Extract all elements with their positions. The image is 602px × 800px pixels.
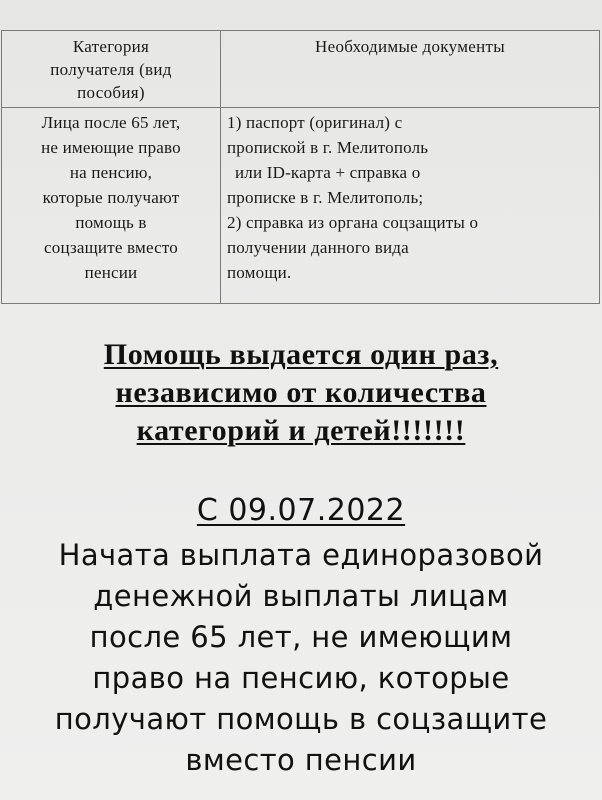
announcement-line: вместо пенсии: [185, 743, 417, 777]
category-line: которые получают: [42, 188, 180, 207]
notice-line: категорий и детей!!!!!!!: [136, 414, 466, 447]
announcement-line: право на пенсию, которые: [92, 661, 510, 695]
announcement-line: после 65 лет, не имеющим: [89, 620, 513, 654]
category-line: Лица после 65 лет,: [41, 113, 181, 132]
table-header-row: [2, 31, 600, 108]
documents-line: получении данного вида: [227, 238, 409, 257]
documents-line: или ID-карта + справка о: [235, 163, 421, 182]
documents-line: 2) справка из органа соцзащиты о: [227, 213, 479, 232]
notice-line: независимо от количества: [115, 376, 487, 409]
category-line: на пенсию,: [69, 163, 153, 182]
one-time-notice: [0, 336, 602, 450]
announcement-line: денежной выплаты лицам: [93, 579, 509, 613]
category-line: не имеющие право: [41, 138, 181, 157]
header-documents-cell: [221, 31, 600, 108]
category-cell: [2, 108, 221, 304]
announcement-line: Начата выплата единоразовой: [58, 538, 544, 572]
documents-cell: [221, 108, 600, 304]
documents-line: прописке в г. Мелитополь;: [227, 188, 424, 207]
announcement-line: получают помощь в соцзащите: [54, 702, 548, 736]
header-category-line: Категория: [72, 37, 150, 56]
documents-line: помощи.: [227, 263, 292, 282]
category-line: соцзащите вместо: [44, 238, 178, 257]
header-category-line: получателя (вид: [50, 60, 172, 79]
documents-line: 1) паспорт (оригинал) с: [227, 113, 403, 132]
table-row: [2, 108, 600, 304]
category-line: помощь в: [75, 213, 147, 232]
header-category-cell: [2, 31, 221, 108]
documents-table: [1, 30, 600, 304]
notice-line: Помощь выдается один раз,: [103, 338, 499, 371]
announcement-date: С 09.07.2022: [196, 493, 406, 528]
header-documents-label: Необходимые документы: [315, 37, 505, 56]
header-category-line: пособия): [77, 83, 145, 102]
announcement-text: [0, 535, 602, 781]
category-line: пенсии: [84, 263, 138, 282]
documents-line: пропиской в г. Мелитополь: [227, 138, 429, 157]
